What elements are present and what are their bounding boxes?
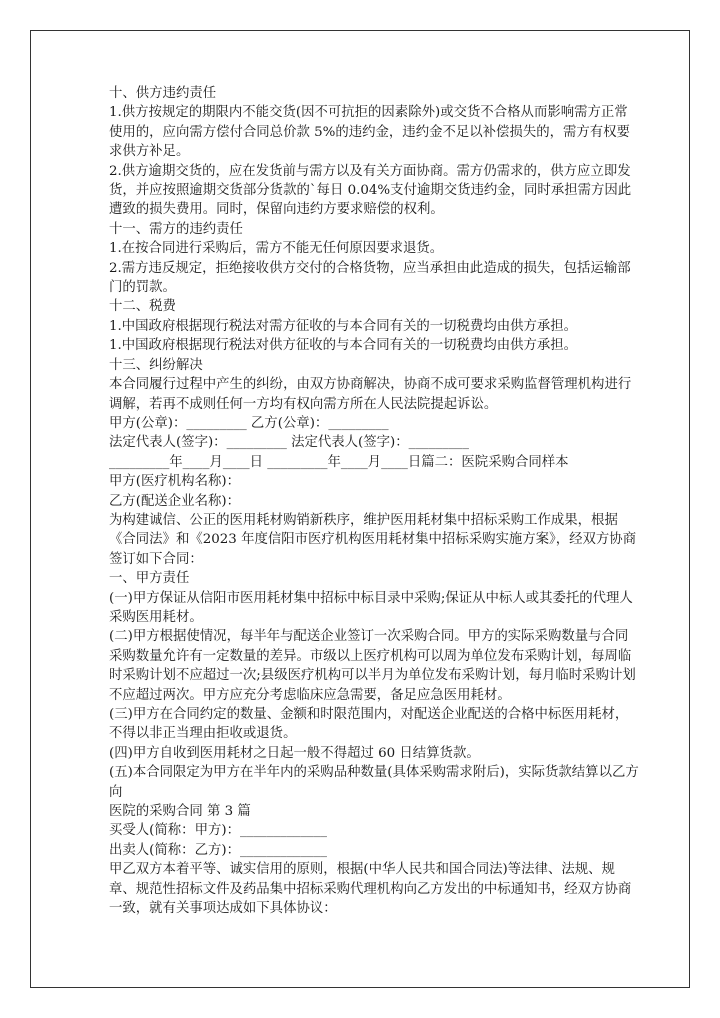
paragraph: 2.需方违反规定，拒绝接收供方交付的合格货物，应当承担由此造成的损失，包括运输部门的罚款。 bbox=[109, 260, 631, 296]
paragraph: 1.中国政府根据现行税法对供方征收的与本合同有关的一切税费均由供方承担。 bbox=[109, 338, 578, 354]
heading-taxes: 十二、税费 bbox=[109, 299, 176, 315]
seller-line: 出卖人(简称：乙方)：_____________ bbox=[109, 842, 328, 858]
party-b-line: 乙方(配送企业名称)： bbox=[109, 493, 240, 509]
paragraph: 甲乙双方本着平等、诚实信用的原则，根据(中华人民共和国合同法)等法律、法规、规章、规范性招标文件及药品集中招标采购代理机构向乙方发出的中标通知书，经双方协商一致，就有关事项达成如下具体协议： bbox=[109, 862, 632, 917]
heading-party-a-duties: 一、甲方责任 bbox=[109, 571, 190, 587]
buyer-line: 买受人(简称：甲方)：_____________ bbox=[109, 823, 328, 839]
party-a-line: 甲方(医疗机构名称)： bbox=[109, 474, 240, 490]
section-title: 医院的采购合同 第 3 篇 bbox=[109, 804, 251, 820]
paragraph: 1.中国政府根据现行税法对需方征收的与本合同有关的一切税费均由供方承担。 bbox=[109, 318, 578, 334]
paragraph: (三)甲方在合同约定的数量、金额和时限范围内，对配送企业配送的合格中标医用耗材，不得以非正当理由拒收或退货。 bbox=[109, 707, 629, 742]
paragraph: 1.供方按规定的期限内不能交货(因不可抗拒的因素除外)或交货不合格从而影响需方正常使用的，应向需方偿付合同总价款 5%的违约金，违约金不足以补偿损失的，需方有权要求供方补足。 bbox=[109, 105, 630, 160]
paragraph: 为构建诚信、公正的医用耗材购销新秩序，维护医用耗材集中招标采购工作成果，根据《合同法》和《2023 年度信阳市医疗机构医用耗材集中招标采购实施方案》，经双方协商签订如下合同： bbox=[109, 512, 637, 567]
signature-seal-line: 甲方(公章)：_________ 乙方(公章)：_________ bbox=[109, 415, 389, 431]
document-body bbox=[109, 84, 639, 918]
heading-supplier-liability: 十、供方违约责任 bbox=[109, 86, 217, 101]
signature-representative-line: 法定代表人(签字)：_________ 法定代表人(签字)：_________ bbox=[109, 435, 469, 451]
heading-buyer-liability: 十一、需方的违约责任 bbox=[109, 221, 243, 237]
paragraph: 1.在按合同进行采购后，需方不能无任何原因要求退货。 bbox=[109, 241, 444, 257]
paragraph: 2.供方逾期交货的，应在发货前与需方以及有关方面协商。需方仍需求的，供方应立即发货，并应按照逾期交货部分货款的`每日 0.04%支付逾期交货违约金，同时承担需方因此遭致的损失费用。同时，保留向违约方要求赔偿的权利。 bbox=[109, 163, 632, 218]
paragraph: (四)甲方自收到医用耗材之日起一般不得超过 60 日结算货款。 bbox=[109, 745, 480, 761]
paragraph: (二)甲方根据使情况，每半年与配送企业签订一次采购合同。甲方的实际采购数量与合同采购数量允许有一定数量的差异。市级以上医疗机构可以周为单位发布采购计划，每周临时采购计划不应超过一次;县级医疗机构可以半月为单位发布采购计划，每月临时采购计划不应超过两次。甲方应充分考虑临床应急需要，备足应急医用耗材。 bbox=[109, 629, 636, 703]
paragraph: 本合同履行过程中产生的纠纷，由双方协商解决，协商不成可要求采购监督管理机构进行调解，若再不成则任何一方均有权向需方所在人民法院提起诉讼。 bbox=[109, 377, 632, 412]
heading-disputes: 十三、纠纷解决 bbox=[109, 357, 203, 373]
signature-date-line: _________年____月____日 _________年____月____日篇二：医院采购合同样本 bbox=[109, 454, 569, 470]
paragraph: (一)甲方保证从信阳市医用耗材集中招标中标目录中采购;保证从中标人或其委托的代理人采购医用耗材。 bbox=[109, 590, 633, 625]
paragraph: (五)本合同限定为甲方在半年内的采购品种数量(具体采购需求附后)，实际货款结算以乙方向 bbox=[109, 765, 639, 800]
